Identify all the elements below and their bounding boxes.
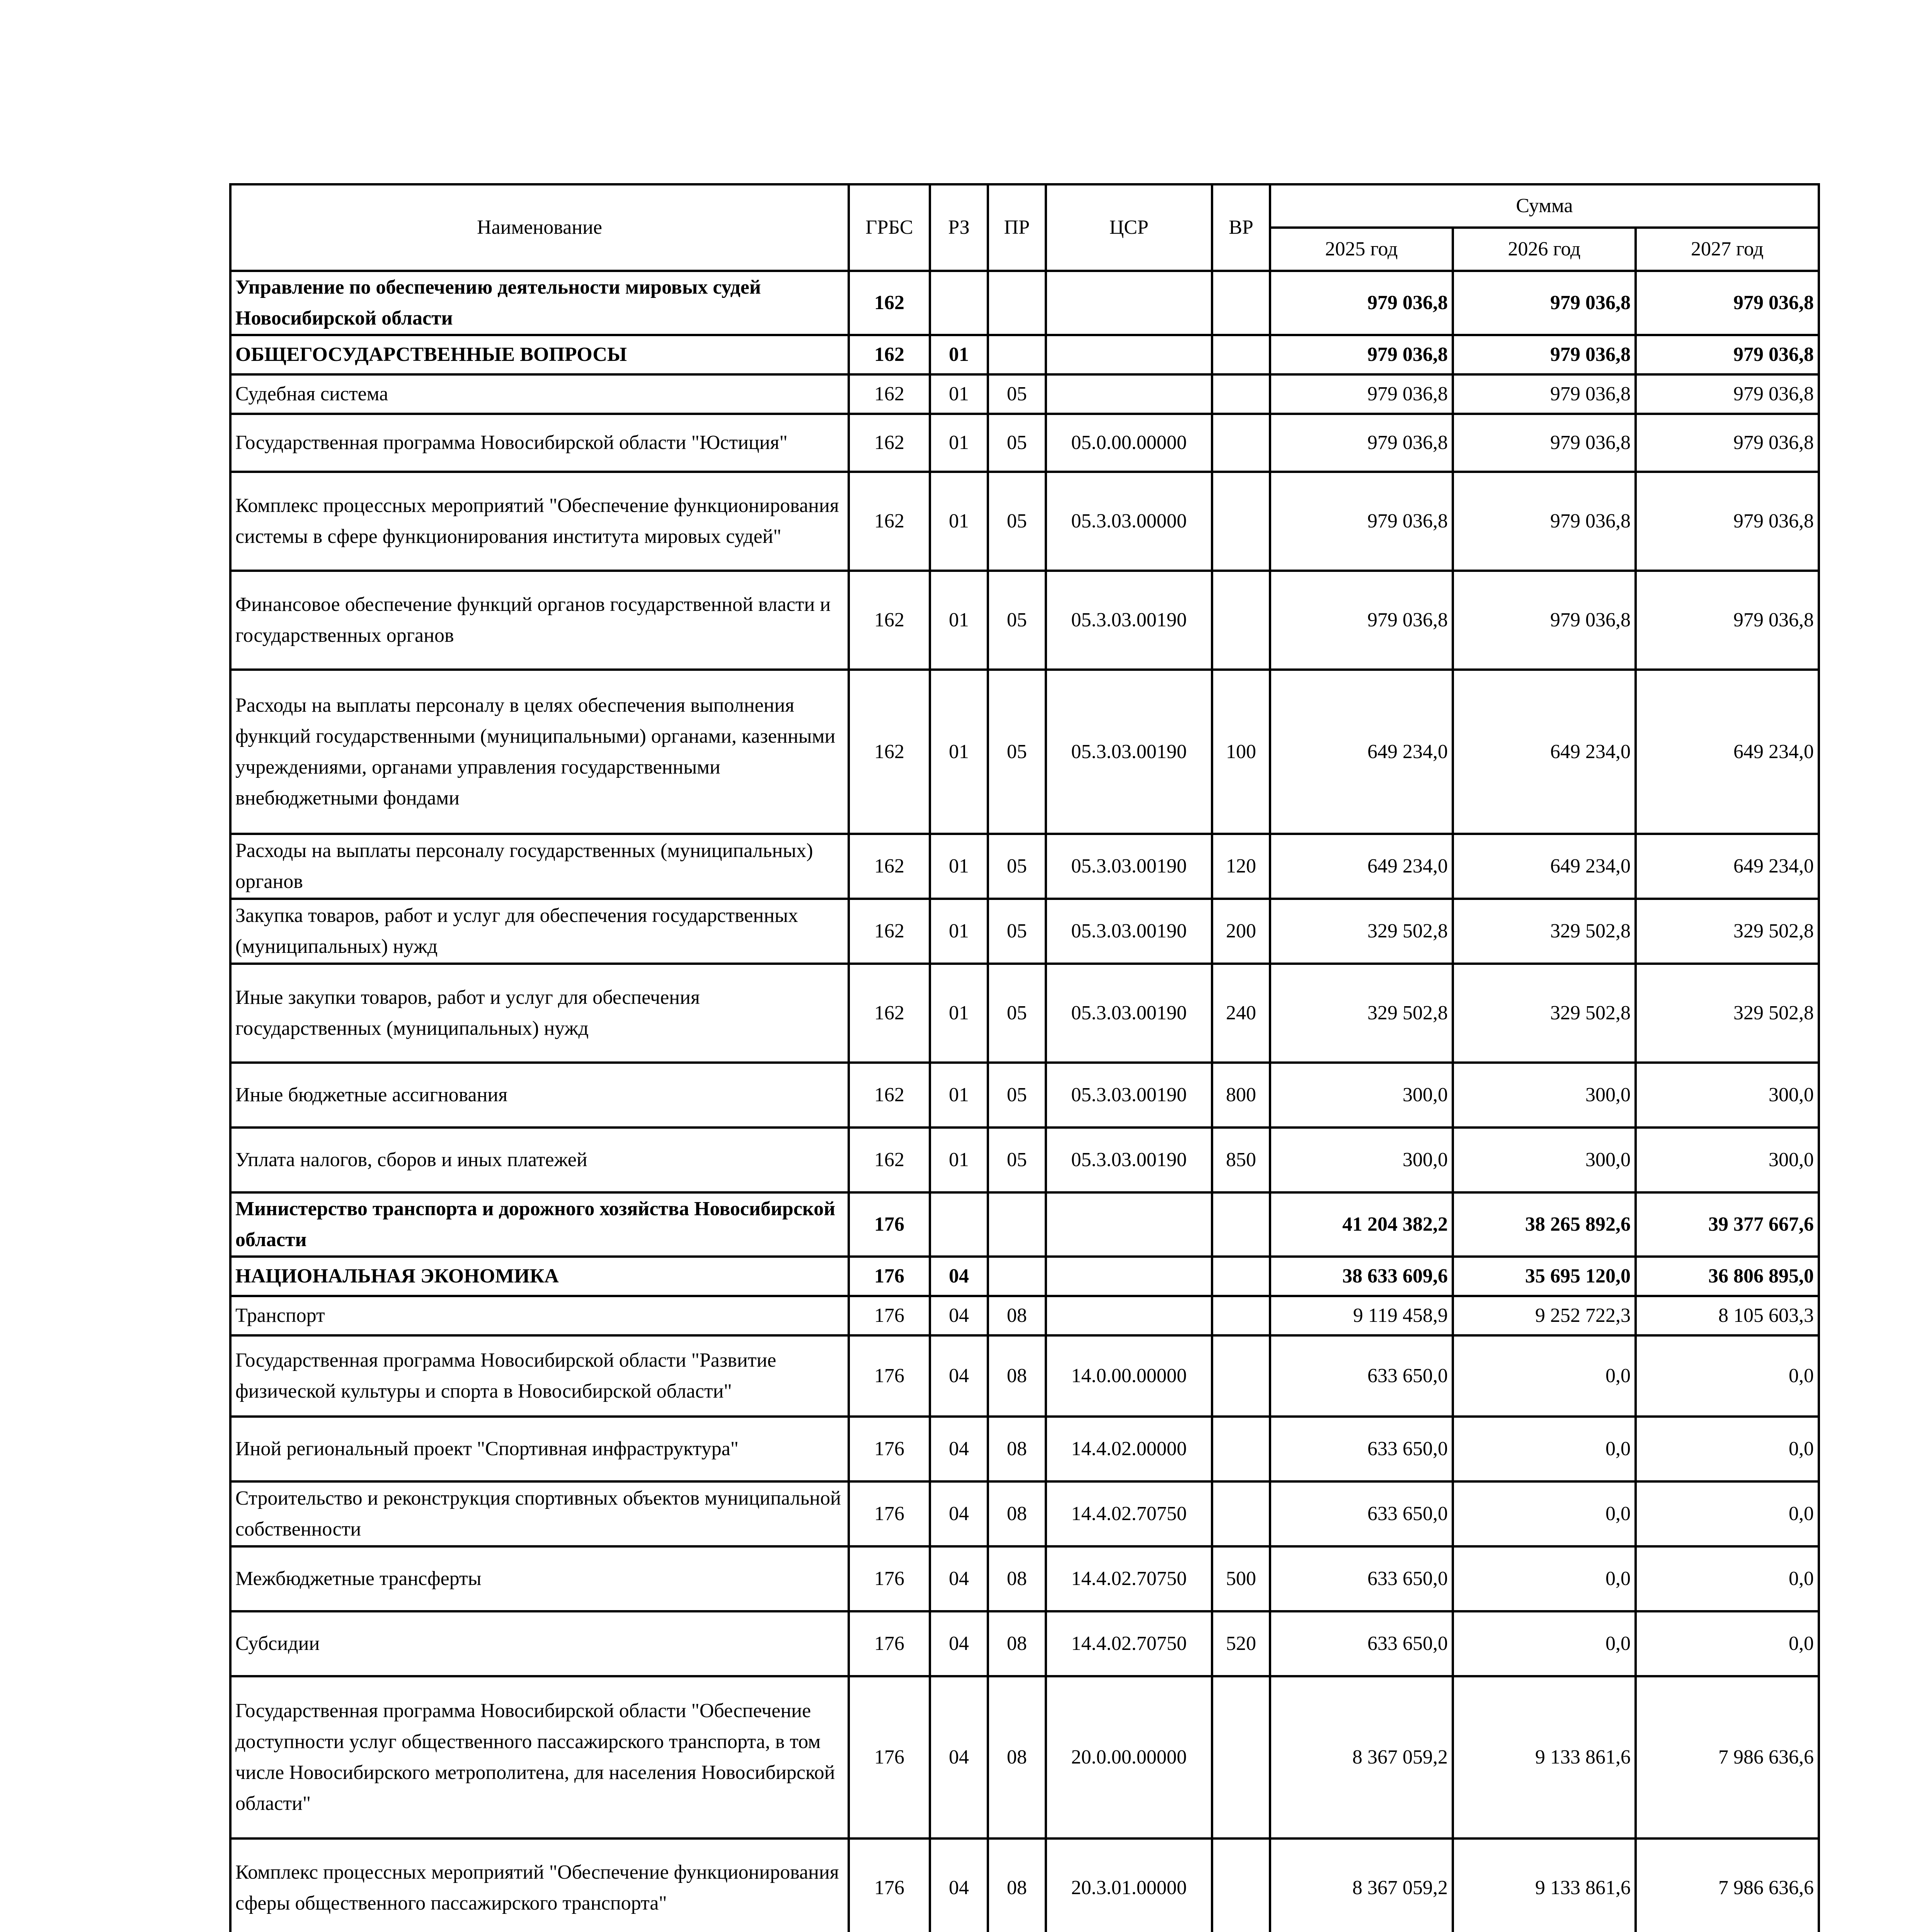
row-name: Министерство транспорта и дорожного хозяйства Новосибирской области [230, 1192, 849, 1257]
row-name: Государственная программа Новосибирской области "Обеспечение доступности услуг общественного пассажирского транспорта, в том числе Новосибирского метрополитена, для населения Новосибирской области" [230, 1676, 849, 1838]
row-sum-2025: 9 119 458,9 [1270, 1296, 1453, 1335]
row-vr [1212, 414, 1270, 472]
row-sum-2027: 39 377 667,6 [1636, 1192, 1819, 1257]
table-row [230, 1192, 1819, 1257]
row-rz: 01 [930, 899, 988, 964]
table-header [230, 184, 1819, 271]
row-pr: 08 [988, 1838, 1046, 1932]
row-sum-2027: 979 036,8 [1636, 271, 1819, 335]
row-sum-2026: 979 036,8 [1453, 271, 1636, 335]
row-sum-2025: 979 036,8 [1270, 414, 1453, 472]
table-row [230, 472, 1819, 571]
row-sum-2026: 300,0 [1453, 1063, 1636, 1128]
table-row [230, 374, 1819, 414]
row-sum-2025: 300,0 [1270, 1063, 1453, 1128]
row-grbs: 176 [849, 1676, 930, 1838]
row-vr [1212, 1676, 1270, 1838]
row-sum-2025: 329 502,8 [1270, 964, 1453, 1063]
row-vr: 240 [1212, 964, 1270, 1063]
row-grbs: 162 [849, 834, 930, 899]
header-csr: ЦСР [1046, 184, 1212, 271]
row-csr: 20.0.00.00000 [1046, 1676, 1212, 1838]
row-grbs: 162 [849, 472, 930, 571]
row-csr: 05.3.03.00190 [1046, 834, 1212, 899]
row-sum-2027: 8 105 603,3 [1636, 1296, 1819, 1335]
row-pr: 08 [988, 1611, 1046, 1676]
header-sum: Сумма [1270, 184, 1819, 228]
row-rz: 01 [930, 834, 988, 899]
row-csr: 14.4.02.70750 [1046, 1481, 1212, 1546]
row-rz: 04 [930, 1257, 988, 1296]
row-csr: 05.3.03.00190 [1046, 670, 1212, 834]
row-vr [1212, 1335, 1270, 1417]
row-pr: 05 [988, 964, 1046, 1063]
row-sum-2025: 649 234,0 [1270, 834, 1453, 899]
row-csr: 05.3.03.00190 [1046, 1128, 1212, 1192]
row-sum-2025: 649 234,0 [1270, 670, 1453, 834]
table-row [230, 1481, 1819, 1546]
row-sum-2027: 0,0 [1636, 1335, 1819, 1417]
row-sum-2026: 0,0 [1453, 1417, 1636, 1481]
row-csr: 05.3.03.00000 [1046, 472, 1212, 571]
row-rz: 04 [930, 1335, 988, 1417]
row-csr: 20.3.01.00000 [1046, 1838, 1212, 1932]
row-name: Финансовое обеспечение функций органов государственной власти и государственных органов [230, 571, 849, 670]
row-sum-2027: 300,0 [1636, 1128, 1819, 1192]
row-sum-2027: 36 806 895,0 [1636, 1257, 1819, 1296]
row-csr [1046, 1296, 1212, 1335]
row-sum-2026: 979 036,8 [1453, 335, 1636, 374]
row-sum-2027: 300,0 [1636, 1063, 1819, 1128]
row-grbs: 176 [849, 1611, 930, 1676]
row-csr: 05.3.03.00190 [1046, 571, 1212, 670]
row-sum-2026: 979 036,8 [1453, 472, 1636, 571]
row-name: Расходы на выплаты персоналу в целях обеспечения выполнения функций государственными (муниципальными) органами, казенными учреждениями, органами управления государственными внебюджетными фондами [230, 670, 849, 834]
row-vr: 500 [1212, 1546, 1270, 1611]
row-pr: 05 [988, 472, 1046, 571]
table-row [230, 1417, 1819, 1481]
row-sum-2025: 329 502,8 [1270, 899, 1453, 964]
row-rz: 04 [930, 1546, 988, 1611]
row-sum-2025: 41 204 382,2 [1270, 1192, 1453, 1257]
row-vr [1212, 472, 1270, 571]
row-sum-2027: 979 036,8 [1636, 335, 1819, 374]
row-pr: 08 [988, 1296, 1046, 1335]
row-pr: 05 [988, 1063, 1046, 1128]
row-sum-2026: 979 036,8 [1453, 571, 1636, 670]
row-sum-2025: 38 633 609,6 [1270, 1257, 1453, 1296]
row-rz: 01 [930, 414, 988, 472]
row-sum-2025: 8 367 059,2 [1270, 1838, 1453, 1932]
row-sum-2027: 7 986 636,6 [1636, 1676, 1819, 1838]
row-sum-2026: 649 234,0 [1453, 834, 1636, 899]
row-sum-2025: 979 036,8 [1270, 271, 1453, 335]
row-sum-2027: 979 036,8 [1636, 374, 1819, 414]
row-grbs: 176 [849, 1296, 930, 1335]
row-vr [1212, 271, 1270, 335]
row-pr: 08 [988, 1481, 1046, 1546]
table-row [230, 1335, 1819, 1417]
row-rz [930, 1192, 988, 1257]
row-csr [1046, 335, 1212, 374]
row-rz: 01 [930, 472, 988, 571]
row-sum-2027: 7 986 636,6 [1636, 1838, 1819, 1932]
row-vr: 100 [1212, 670, 1270, 834]
row-name: Закупка товаров, работ и услуг для обеспечения государственных (муниципальных) нужд [230, 899, 849, 964]
row-sum-2027: 329 502,8 [1636, 899, 1819, 964]
row-sum-2025: 979 036,8 [1270, 571, 1453, 670]
row-pr: 08 [988, 1417, 1046, 1481]
row-rz: 04 [930, 1676, 988, 1838]
row-sum-2027: 649 234,0 [1636, 670, 1819, 834]
row-sum-2025: 633 650,0 [1270, 1546, 1453, 1611]
row-csr: 14.4.02.70750 [1046, 1611, 1212, 1676]
row-name: Судебная система [230, 374, 849, 414]
row-sum-2025: 633 650,0 [1270, 1417, 1453, 1481]
row-rz: 01 [930, 335, 988, 374]
row-pr [988, 1257, 1046, 1296]
row-pr: 08 [988, 1546, 1046, 1611]
row-grbs: 176 [849, 1481, 930, 1546]
row-csr: 14.0.00.00000 [1046, 1335, 1212, 1417]
row-name: Иные закупки товаров, работ и услуг для обеспечения государственных (муниципальных) нужд [230, 964, 849, 1063]
table-row [230, 1611, 1819, 1676]
row-sum-2025: 633 650,0 [1270, 1611, 1453, 1676]
table-row [230, 1676, 1819, 1838]
row-vr [1212, 335, 1270, 374]
row-pr: 08 [988, 1335, 1046, 1417]
row-csr: 05.3.03.00190 [1046, 899, 1212, 964]
row-name: Транспорт [230, 1296, 849, 1335]
row-grbs: 176 [849, 1417, 930, 1481]
row-sum-2025: 979 036,8 [1270, 335, 1453, 374]
row-sum-2027: 0,0 [1636, 1417, 1819, 1481]
row-name: Управление по обеспечению деятельности мировых судей Новосибирской области [230, 271, 849, 335]
row-pr: 08 [988, 1676, 1046, 1838]
table-row [230, 414, 1819, 472]
row-grbs: 162 [849, 414, 930, 472]
row-grbs: 162 [849, 964, 930, 1063]
row-grbs: 162 [849, 1063, 930, 1128]
row-name: Межбюджетные трансферты [230, 1546, 849, 1611]
row-name: Государственная программа Новосибирской области "Юстиция" [230, 414, 849, 472]
row-name: Государственная программа Новосибирской области "Развитие физической культуры и спорта в Новосибирской области" [230, 1335, 849, 1417]
row-sum-2027: 329 502,8 [1636, 964, 1819, 1063]
row-grbs: 162 [849, 335, 930, 374]
row-sum-2025: 979 036,8 [1270, 472, 1453, 571]
row-vr [1212, 1481, 1270, 1546]
row-csr [1046, 1257, 1212, 1296]
row-sum-2027: 0,0 [1636, 1481, 1819, 1546]
row-grbs: 176 [849, 1838, 930, 1932]
row-sum-2026: 0,0 [1453, 1546, 1636, 1611]
row-sum-2026: 0,0 [1453, 1335, 1636, 1417]
row-name: НАЦИОНАЛЬНАЯ ЭКОНОМИКА [230, 1257, 849, 1296]
row-pr [988, 335, 1046, 374]
row-grbs: 162 [849, 670, 930, 834]
row-sum-2026: 300,0 [1453, 1128, 1636, 1192]
row-sum-2027: 0,0 [1636, 1546, 1819, 1611]
row-sum-2027: 979 036,8 [1636, 472, 1819, 571]
row-sum-2026: 979 036,8 [1453, 374, 1636, 414]
table-row [230, 1063, 1819, 1128]
row-pr [988, 271, 1046, 335]
row-vr: 520 [1212, 1611, 1270, 1676]
row-sum-2026: 9 133 861,6 [1453, 1676, 1636, 1838]
row-grbs: 176 [849, 1192, 930, 1257]
row-pr: 05 [988, 670, 1046, 834]
row-csr [1046, 271, 1212, 335]
table-row [230, 571, 1819, 670]
header-pr: ПР [988, 184, 1046, 271]
row-rz: 01 [930, 670, 988, 834]
header-name: Наименование [230, 184, 849, 271]
row-vr [1212, 1192, 1270, 1257]
row-name: Строительство и реконструкция спортивных объектов муниципальной собственности [230, 1481, 849, 1546]
table-body [230, 271, 1819, 1932]
row-sum-2026: 329 502,8 [1453, 899, 1636, 964]
row-rz: 04 [930, 1838, 988, 1932]
row-rz: 04 [930, 1611, 988, 1676]
row-vr [1212, 1417, 1270, 1481]
row-vr [1212, 374, 1270, 414]
row-vr: 200 [1212, 899, 1270, 964]
header-rz: РЗ [930, 184, 988, 271]
table-row [230, 670, 1819, 834]
table-row [230, 271, 1819, 335]
table-row [230, 834, 1819, 899]
row-grbs: 176 [849, 1546, 930, 1611]
row-vr: 850 [1212, 1128, 1270, 1192]
row-sum-2026: 0,0 [1453, 1481, 1636, 1546]
row-pr: 05 [988, 414, 1046, 472]
row-csr [1046, 374, 1212, 414]
row-csr: 14.4.02.70750 [1046, 1546, 1212, 1611]
row-pr: 05 [988, 571, 1046, 670]
row-rz: 04 [930, 1481, 988, 1546]
row-sum-2025: 633 650,0 [1270, 1481, 1453, 1546]
row-sum-2026: 9 252 722,3 [1453, 1296, 1636, 1335]
row-name: Иные бюджетные ассигнования [230, 1063, 849, 1128]
row-pr: 05 [988, 1128, 1046, 1192]
row-name: Субсидии [230, 1611, 849, 1676]
row-vr [1212, 1296, 1270, 1335]
header-year-2027: 2027 год [1636, 228, 1819, 271]
row-rz: 04 [930, 1417, 988, 1481]
row-sum-2026: 35 695 120,0 [1453, 1257, 1636, 1296]
header-grbs: ГРБС [849, 184, 930, 271]
row-csr: 05.3.03.00190 [1046, 964, 1212, 1063]
row-rz: 01 [930, 374, 988, 414]
row-pr: 05 [988, 899, 1046, 964]
budget-table [229, 183, 1820, 1932]
row-grbs: 162 [849, 374, 930, 414]
row-grbs: 176 [849, 1335, 930, 1417]
table-row [230, 1296, 1819, 1335]
row-rz: 01 [930, 1063, 988, 1128]
row-sum-2026: 649 234,0 [1453, 670, 1636, 834]
row-vr: 120 [1212, 834, 1270, 899]
table-row [230, 1546, 1819, 1611]
row-grbs: 162 [849, 1128, 930, 1192]
table-row [230, 899, 1819, 964]
row-rz: 04 [930, 1296, 988, 1335]
table-row [230, 964, 1819, 1063]
row-pr: 05 [988, 834, 1046, 899]
row-sum-2025: 300,0 [1270, 1128, 1453, 1192]
header-year-2025: 2025 год [1270, 228, 1453, 271]
row-vr [1212, 1838, 1270, 1932]
row-csr [1046, 1192, 1212, 1257]
row-sum-2026: 979 036,8 [1453, 414, 1636, 472]
row-sum-2025: 8 367 059,2 [1270, 1676, 1453, 1838]
row-rz [930, 271, 988, 335]
row-name: Комплекс процессных мероприятий "Обеспечение функционирования сферы общественного пассажирского транспорта" [230, 1838, 849, 1932]
row-sum-2026: 329 502,8 [1453, 964, 1636, 1063]
row-name: Расходы на выплаты персоналу государственных (муниципальных) органов [230, 834, 849, 899]
row-sum-2026: 0,0 [1453, 1611, 1636, 1676]
row-name: ОБЩЕГОСУДАРСТВЕННЫЕ ВОПРОСЫ [230, 335, 849, 374]
row-grbs: 162 [849, 571, 930, 670]
row-grbs: 162 [849, 899, 930, 964]
row-name: Иной региональный проект "Спортивная инфраструктура" [230, 1417, 849, 1481]
row-csr: 14.4.02.00000 [1046, 1417, 1212, 1481]
table-row [230, 1128, 1819, 1192]
table-row [230, 1838, 1819, 1932]
row-name: Уплата налогов, сборов и иных платежей [230, 1128, 849, 1192]
row-vr [1212, 1257, 1270, 1296]
row-pr: 05 [988, 374, 1046, 414]
row-grbs: 176 [849, 1257, 930, 1296]
row-vr [1212, 571, 1270, 670]
row-sum-2027: 979 036,8 [1636, 571, 1819, 670]
row-csr: 05.0.00.00000 [1046, 414, 1212, 472]
row-vr: 800 [1212, 1063, 1270, 1128]
row-rz: 01 [930, 571, 988, 670]
row-sum-2027: 0,0 [1636, 1611, 1819, 1676]
row-csr: 05.3.03.00190 [1046, 1063, 1212, 1128]
row-rz: 01 [930, 964, 988, 1063]
row-sum-2026: 9 133 861,6 [1453, 1838, 1636, 1932]
row-sum-2026: 38 265 892,6 [1453, 1192, 1636, 1257]
row-rz: 01 [930, 1128, 988, 1192]
table-row [230, 1257, 1819, 1296]
header-vr: ВР [1212, 184, 1270, 271]
row-sum-2027: 979 036,8 [1636, 414, 1819, 472]
header-year-2026: 2026 год [1453, 228, 1636, 271]
row-name: Комплекс процессных мероприятий "Обеспечение функционирования системы в сфере функционирования института мировых судей" [230, 472, 849, 571]
table-row [230, 335, 1819, 374]
row-sum-2025: 979 036,8 [1270, 374, 1453, 414]
row-grbs: 162 [849, 271, 930, 335]
row-sum-2025: 633 650,0 [1270, 1335, 1453, 1417]
row-pr [988, 1192, 1046, 1257]
row-sum-2027: 649 234,0 [1636, 834, 1819, 899]
